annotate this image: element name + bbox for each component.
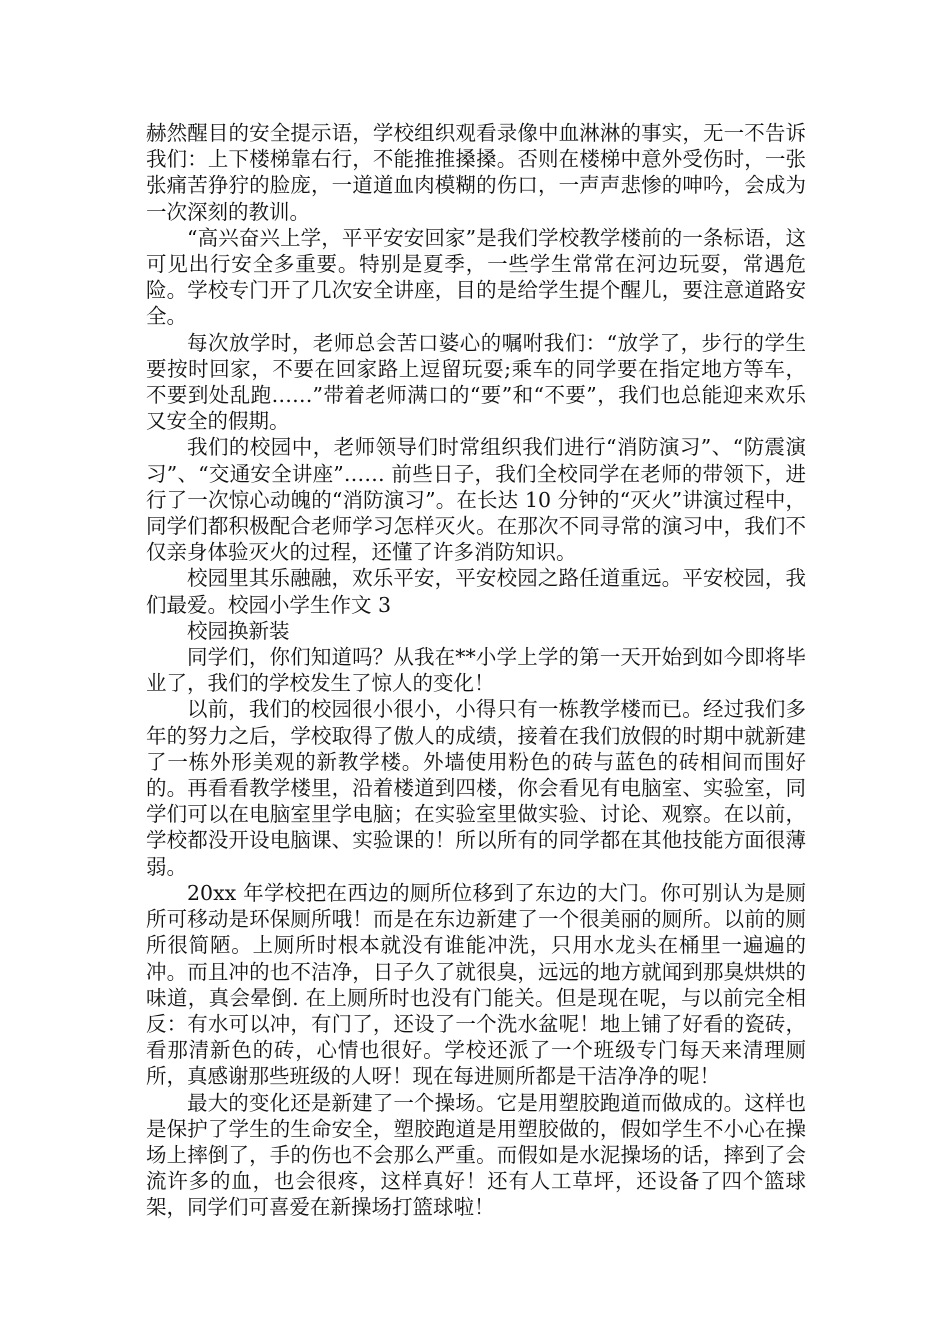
paragraph-school-banner: “高兴奋兴上学，平平安安回家”是我们学校教学楼前的一条标语，这可见出行安全多重要。特别是夏季，一些学生常常在河边玩耍，常遇危险。学校专门开了几次安全讲座，目的是给学生提个醒儿，要注意道路安全。 xyxy=(146,225,806,329)
paragraph-intro: 同学们，你们知道吗？从我在**小学上学的第一天开始到如今即将毕业了，我们的学校发生了惊人的变化！ xyxy=(146,645,806,696)
paragraph-fire-drill: 我们的校园中，老师领导们时常组织我们进行“消防演习”、“防震演习”、“交通安全讲座”…… 前些日子，我们全校同学在老师的带领下，进行了一次惊心动魄的“消防演习”。在长达 10 分钟的“灭火”讲演过程中，同学们都积极配合老师学习怎样灭火。在那次不同寻常的演习中，我们不仅亲身体验灭火的过程，还懂了许多消防知识。 xyxy=(146,435,806,565)
paragraph-campus-summary: 校园里其乐融融，欢乐平安，平安校园之路任道重远。平安校园，我们最爱。校园小学生作文 3 xyxy=(146,566,806,617)
paragraph-new-playground: 最大的变化还是新建了一个操场。它是用塑胶跑道而做成的。这样也是保护了学生的生命安全，塑胶跑道是用塑胶做的，假如学生不小心在操场上摔倒了，手的伤也不会那么严重。而假如是水泥操场的话，摔到了会流许多的血，也会很疼，这样真好！还有人工草坪，还设备了四个篮球架，同学们可喜爱在新操场打篮球啦！ xyxy=(146,1090,806,1220)
document-body xyxy=(146,120,806,1221)
paragraph-new-restroom: 20xx 年学校把在西边的厕所位移到了东边的大门。你可别认为是厕所可移动是环保厕所哦！而是在东边新建了一个很美丽的厕所。以前的厕所很简陋。上厕所时根本就没有谁能冲洗，只用水龙头在桶里一遍遍的冲。而且冲的也不洁净，日子久了就很臭，远远的地方就闻到那臭烘烘的味道，真会晕倒. 在上厕所时也没有门能关。但是现在呢，与以前完全相反：有水可以冲，有门了，还设了一个洗水盆呢！地上铺了好看的瓷砖，看那清新色的砖，心情也很好。学校还派了一个班级专门每天来清理厕所，真感谢那些班级的人呀！现在每进厕所都是干洁净净的呢！ xyxy=(146,880,806,1089)
essay-title: 校园换新装 xyxy=(187,618,290,643)
paragraph-new-building: 以前，我们的校园很小很小，小得只有一栋教学楼而已。经过我们多年的努力之后，学校取得了傲人的成绩，接着在我们放假的时期中就新建了一栋外形美观的新教学楼。外墙使用粉色的砖与蓝色的砖相间而围好的。再看看教学楼里，沿着楼道到四楼，你会看见有电脑室、实验室，同学们可以在电脑室里学电脑；在实验室里做实验、讨论、观察。在以前，学校都没开设电脑课、实验课的！所以所有的同学都在其他技能方面很薄弱。 xyxy=(146,697,806,879)
paragraph-teacher-reminder: 每次放学时，老师总会苦口婆心的嘱咐我们：“放学了，步行的学生要按时回家，不要在回家路上逗留玩耍;乘车的同学要在指定地方等车，不要到处乱跑……”带着老师满口的“要”和“不要”，我们也总能迎来欢乐又安全的假期。 xyxy=(146,330,806,434)
paragraph-safety-slogans: 赫然醒目的安全提示语，学校组织观看录像中血淋淋的事实，无一不告诉我们：上下楼梯靠右行，不能推推搡搡。否则在楼梯中意外受伤时，一张张痛苦狰狞的脸庞，一道道血肉模糊的伤口，一声声悲惨的呻吟，会成为一次深刻的教训。 xyxy=(146,121,806,224)
